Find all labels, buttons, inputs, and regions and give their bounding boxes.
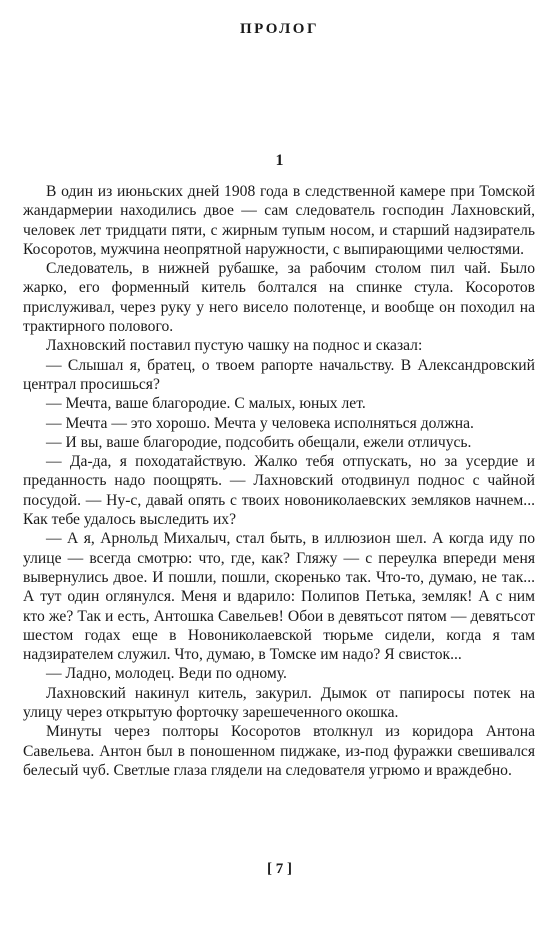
paragraph: Лахновский поставил пустую чашку на поднос и сказал: [46, 337, 423, 355]
body-text [23, 182, 535, 780]
paragraph: В один из июньских дней 1908 года в следственной камере при Томской жандармерии находились двое — сам следователь господин Лахновский, человек лет тридцати пяти, с жирным тупым носом, и старший надзиратель Косоротов, мужчина неопрятной наружности, с выпирающими челюстями. [23, 183, 535, 258]
paragraph: Минуты через полторы Косоротов втолкнул из коридора Антона Савельева. Антон был в поношенном пиджаке, из-под фуражки свешивался белесый чуб. Светлые глаза глядели на следователя угрюмо и враждебно. [23, 723, 535, 779]
paragraph: — Да-да, я походатайствую. Жалко тебя отпускать, но за усердие и преданность надо поощрять. — Лахновский отодвинул поднос с чайной посудой. — Ну-с, давай опять с твоих новониколаевских земляков начнем... Как тебе удалось выследить их? [23, 453, 535, 529]
chapter-number: 1 [275, 152, 284, 169]
paragraph: Лахновский накинул китель, закурил. Дымок от папиросы потек на улицу через открытую форточку зарешеченного окошка. [23, 684, 535, 722]
paragraph: Следователь, в нижней рубашке, за рабочим столом пил чай. Было жарко, его форменный китель болтался на спинке стула. Косоротов прислуживал, через руку у него висело полотенце, и вообще он походил на трактирного полового. [23, 260, 535, 336]
paragraph: — Мечта, ваше благородие. С малых, юных лет. [46, 395, 366, 413]
paragraph: — А я, Арнольд Михалыч, стал быть, в иллюзион шел. А когда иду по улице — всегда смотрю: что, где, как? Гляжу — с переулка впереди меня вывернулись двое. И пошли, пошли, скоренько так. Что-то, думаю, не так... А тут один оглянулся. Меня и вдарило: Полипов Петька, земляк! А с ним кто же? Так и есть, Антошка Савельев! Обои в девятьсот пятом — девятьсот шестом годах еще в Новониколаевской тюрьме сидели, когда я там надзирателем служил. Что, думаю, в Томске им надо? Я свисток... [23, 530, 535, 664]
paragraph: — Мечта — это хорошо. Мечта у человека исполняться должна. [46, 414, 474, 432]
paragraph: — И вы, ваше благородие, подсобить обещали, ежели отличусь. [46, 433, 472, 451]
paragraph: — Слышал я, братец, о твоем рапорте начальству. В Александровский централ просишься? [23, 356, 535, 393]
paragraph: — Ладно, молодец. Веди по одному. [46, 665, 287, 683]
page-number: [ 7 ] [267, 861, 292, 877]
section-title: ПРОЛОГ [239, 21, 320, 37]
